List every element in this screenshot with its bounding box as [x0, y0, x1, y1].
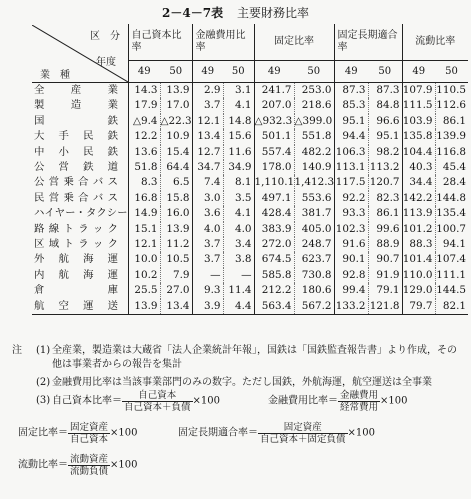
table-title	[0, 4, 471, 21]
industry-name: 内航海運	[34, 268, 118, 281]
value-cell: 129.0	[402, 283, 435, 298]
formula-equity-ratio	[52, 390, 220, 413]
table-body	[32, 83, 468, 315]
value-cell: 383.9	[254, 222, 294, 237]
value-cell: 51.8	[128, 160, 160, 175]
formula-denominator: 自己資本＋負債	[124, 402, 191, 413]
value-cell: 135.4	[435, 206, 468, 221]
industry-name-cell	[32, 129, 128, 144]
industry-name-cell	[32, 268, 128, 283]
value-cell: 10.0	[128, 252, 160, 267]
value-cell: 3.7	[192, 252, 223, 267]
value-cell: 96.6	[368, 114, 402, 129]
group-finance-cost-ratio: 金融費用比率	[192, 24, 254, 61]
formula-fraction	[258, 422, 348, 445]
formula-multiplier: ×100	[192, 395, 220, 407]
value-cell: 13.9	[128, 299, 160, 315]
value-cell: 11.2	[160, 237, 192, 252]
value-cell: △22.3	[160, 114, 192, 129]
industry-name: 公営乗合バス	[34, 176, 118, 189]
value-cell: 133.2	[334, 299, 368, 315]
note-mark: 注	[12, 345, 22, 356]
value-cell: 207.0	[254, 98, 294, 113]
industry-name-cell	[32, 252, 128, 267]
note-number: (2)	[36, 377, 51, 388]
industry-name: 公営鉄道	[34, 161, 118, 174]
industry-name-cell	[32, 237, 128, 252]
value-cell: 104.4	[402, 145, 435, 160]
value-cell: 212.2	[254, 283, 294, 298]
financial-ratio-table	[32, 24, 468, 315]
industry-name: 路線トラック	[34, 222, 118, 235]
header-corner	[32, 24, 128, 83]
value-cell: 3.7	[192, 98, 223, 113]
value-cell: 144.5	[435, 283, 468, 298]
value-cell: 501.1	[254, 129, 294, 144]
formula-denominator: 経常費用	[340, 402, 379, 413]
value-cell: 405.0	[294, 222, 334, 237]
value-cell: 381.7	[294, 206, 334, 221]
value-cell: 13.4	[160, 299, 192, 315]
table-caption: 主要財務比率	[236, 6, 309, 20]
year-cell: 49	[402, 61, 435, 83]
year-cell: 49	[254, 61, 294, 83]
industry-name-cell	[32, 283, 128, 298]
industry-name: 中小民鉄	[34, 145, 118, 158]
value-cell: 34.7	[192, 160, 223, 175]
value-cell: 13.6	[128, 145, 160, 160]
value-cell: 3.4	[223, 237, 254, 252]
value-cell: 113.2	[368, 160, 402, 175]
year-label: 年度	[96, 56, 116, 68]
formula-fraction	[338, 390, 380, 413]
formula-label: 固定長期適合率＝	[178, 427, 258, 439]
value-cell: 2.9	[192, 83, 223, 99]
value-cell: 14.9	[128, 206, 160, 221]
value-cell: 482.2	[294, 145, 334, 160]
value-cell: 88.9	[368, 237, 402, 252]
table-row	[32, 175, 468, 190]
value-cell: 4.0	[192, 222, 223, 237]
group-fixed-ratio: 固定比率	[254, 24, 334, 61]
category-label: 区 分	[90, 30, 120, 42]
value-cell: 139.9	[435, 129, 468, 144]
formula-label: 流動比率＝	[18, 459, 68, 471]
year-cell: 50	[368, 61, 402, 83]
industry-name: 倉庫	[34, 284, 118, 297]
industry-name-cell	[32, 145, 128, 160]
value-cell: 45.4	[435, 160, 468, 175]
value-cell: 120.7	[368, 175, 402, 190]
industry-name-cell	[32, 160, 128, 175]
value-cell: 34.9	[223, 160, 254, 175]
note-3	[12, 390, 464, 494]
formula-multiplier: ×100	[110, 459, 138, 471]
table-row	[32, 98, 468, 113]
value-cell: 113.9	[402, 206, 435, 221]
value-cell: 17.0	[160, 98, 192, 113]
value-cell: 3.1	[223, 83, 254, 99]
value-cell: 551.8	[294, 129, 334, 144]
table-row	[32, 83, 468, 99]
formula-denominator: 自己資本＋固定負債	[260, 434, 346, 445]
value-cell: 103.9	[402, 114, 435, 129]
value-cell: 13.4	[192, 129, 223, 144]
value-cell: 64.4	[160, 160, 192, 175]
value-cell: 86.1	[435, 114, 468, 129]
value-cell: 3.0	[192, 191, 223, 206]
value-cell: 11.4	[223, 283, 254, 298]
table-row	[32, 160, 468, 175]
value-cell: 95.1	[334, 114, 368, 129]
value-cell: 15.8	[160, 191, 192, 206]
value-cell: 253.0	[294, 83, 334, 99]
value-cell: 3.7	[192, 237, 223, 252]
note-2	[12, 376, 464, 390]
value-cell: 1,412.3	[294, 175, 334, 190]
value-cell: 9.3	[192, 283, 223, 298]
industry-name-cell	[32, 206, 128, 221]
value-cell: 112.6	[435, 98, 468, 113]
value-cell: 15.1	[128, 222, 160, 237]
value-cell: 15.4	[160, 145, 192, 160]
industry-name-cell	[32, 175, 128, 190]
value-cell: 111.5	[402, 98, 435, 113]
value-cell: 92.2	[334, 191, 368, 206]
formula-denominator: 自己資本	[70, 434, 109, 445]
table-row	[32, 206, 468, 221]
value-cell: 7.4	[192, 175, 223, 190]
value-cell: 13.9	[160, 83, 192, 99]
value-cell: 553.6	[294, 191, 334, 206]
value-cell: 10.5	[160, 252, 192, 267]
value-cell: 567.2	[294, 299, 334, 315]
value-cell: 4.1	[223, 206, 254, 221]
value-cell: 82.3	[368, 191, 402, 206]
formula-numerator: 自己資本	[122, 390, 193, 402]
industry-name: 外航海運	[34, 253, 118, 266]
year-cell: 50	[294, 61, 334, 83]
table-row	[32, 114, 468, 129]
formula-numerator: 固定資産	[258, 422, 348, 434]
value-cell: 674.5	[254, 252, 294, 267]
industry-name-cell	[32, 98, 128, 113]
table-row	[32, 129, 468, 144]
value-cell: 87.3	[334, 83, 368, 99]
value-cell: 497.1	[254, 191, 294, 206]
value-cell: 101.4	[402, 252, 435, 267]
value-cell: 14.3	[128, 83, 160, 99]
value-cell: 93.3	[334, 206, 368, 221]
formula-label: 金融費用比率＝	[268, 395, 338, 407]
value-cell: 1,110.1	[254, 175, 294, 190]
table-row	[32, 222, 468, 237]
group-fixed-long-term-ratio: 固定長期適合率	[334, 24, 402, 61]
value-cell: —	[223, 268, 254, 283]
formula-denominator: 流動負債	[70, 466, 109, 477]
value-cell: 85.3	[334, 98, 368, 113]
formula-multiplier: ×100	[110, 427, 138, 439]
value-cell: 111.1	[435, 268, 468, 283]
value-cell: 241.7	[254, 83, 294, 99]
value-cell: 107.9	[402, 83, 435, 99]
formula-fixed-ratio	[18, 422, 137, 445]
value-cell: 12.7	[192, 145, 223, 160]
value-cell: 99.6	[368, 222, 402, 237]
value-cell: 92.8	[334, 268, 368, 283]
formula-numerator: 固定資産	[70, 422, 109, 433]
value-cell: 3.8	[223, 252, 254, 267]
year-cell: 50	[435, 61, 468, 83]
value-cell: 79.1	[368, 283, 402, 298]
industry-name: ハイヤー・タクシー	[34, 207, 128, 220]
value-cell: 623.7	[294, 252, 334, 267]
table-row	[32, 299, 468, 315]
value-cell: 585.8	[254, 268, 294, 283]
note-1	[12, 344, 464, 372]
group-equity-ratio: 自己資本比率	[128, 24, 192, 61]
value-cell: 116.8	[435, 145, 468, 160]
industry-name: 大手民鉄	[34, 130, 118, 143]
value-cell: 99.4	[334, 283, 368, 298]
value-cell: 100.7	[435, 222, 468, 237]
table-row	[32, 191, 468, 206]
value-cell: 730.8	[294, 268, 334, 283]
formula-label: 自己資本比率＝	[52, 395, 122, 407]
industry-name-cell	[32, 191, 128, 206]
note-number: (1)	[36, 345, 51, 356]
value-cell: 4.4	[223, 299, 254, 315]
value-cell: 40.3	[402, 160, 435, 175]
industry-name: 航空運送	[34, 299, 118, 312]
value-cell: 563.4	[254, 299, 294, 315]
header-row-groups	[32, 24, 468, 61]
year-cell: 49	[334, 61, 368, 83]
value-cell: 11.6	[223, 145, 254, 160]
value-cell: △9.4	[128, 114, 160, 129]
table-row	[32, 237, 468, 252]
value-cell: 272.0	[254, 237, 294, 252]
value-cell: 6.5	[160, 175, 192, 190]
formula-label: 固定比率＝	[18, 427, 68, 439]
industry-name: 製造業	[34, 99, 118, 112]
formula-numerator: 金融費用	[340, 390, 379, 401]
formula-multiplier: ×100	[347, 427, 375, 439]
value-cell: 90.1	[334, 252, 368, 267]
value-cell: 180.6	[294, 283, 334, 298]
value-cell: 16.8	[128, 191, 160, 206]
value-cell: 144.8	[435, 191, 468, 206]
value-cell: 87.3	[368, 83, 402, 99]
formula-fixed-long-term-ratio	[178, 422, 375, 445]
value-cell: 98.2	[368, 145, 402, 160]
formula-fraction	[68, 422, 110, 445]
value-cell: △399.0	[294, 114, 334, 129]
industry-label: 業 種	[40, 69, 70, 81]
value-cell: 3.5	[223, 191, 254, 206]
table-number: 2－4－7表	[162, 6, 224, 20]
group-current-ratio: 流動比率	[402, 24, 468, 61]
value-cell: 17.9	[128, 98, 160, 113]
formula-fraction	[68, 454, 110, 477]
value-cell: 428.4	[254, 206, 294, 221]
value-cell: 12.2	[128, 129, 160, 144]
value-cell: 3.6	[192, 206, 223, 221]
note-number: (3)	[36, 395, 51, 406]
value-cell: 8.1	[223, 175, 254, 190]
value-cell: 27.0	[160, 283, 192, 298]
value-cell: 121.8	[368, 299, 402, 315]
year-cell: 49	[128, 61, 160, 83]
notes-section	[12, 344, 464, 494]
table-row	[32, 268, 468, 283]
industry-name-cell	[32, 299, 128, 315]
value-cell: 13.9	[160, 222, 192, 237]
value-cell: 86.1	[368, 206, 402, 221]
value-cell: 4.0	[223, 222, 254, 237]
industry-name: 民営乗合バス	[34, 191, 118, 204]
value-cell: 4.1	[223, 98, 254, 113]
value-cell: 106.3	[334, 145, 368, 160]
value-cell: 91.6	[334, 237, 368, 252]
table-row	[32, 145, 468, 160]
industry-name: 区域トラック	[34, 238, 118, 251]
value-cell: 110.0	[402, 268, 435, 283]
value-cell: 94.1	[435, 237, 468, 252]
year-cell: 50	[160, 61, 192, 83]
formula-multiplier: ×100	[380, 395, 408, 407]
value-cell: 117.5	[334, 175, 368, 190]
value-cell: 34.4	[402, 175, 435, 190]
value-cell: 12.1	[192, 114, 223, 129]
value-cell: 110.5	[435, 83, 468, 99]
value-cell: 10.9	[160, 129, 192, 144]
value-cell: 12.1	[128, 237, 160, 252]
value-cell: 140.9	[294, 160, 334, 175]
value-cell: 102.3	[334, 222, 368, 237]
formula-finance-cost-ratio	[268, 390, 407, 413]
value-cell: 557.4	[254, 145, 294, 160]
formula-current-ratio	[18, 454, 137, 477]
table-row	[32, 283, 468, 298]
value-cell: 3.9	[192, 299, 223, 315]
industry-name: 国鉄	[34, 114, 118, 127]
value-cell: 101.2	[402, 222, 435, 237]
note-text: 金融費用比率は当該事業部門のみの数字。ただし国鉄，外航海運，航空運送は全事業	[52, 377, 432, 388]
formula-fraction	[122, 390, 193, 413]
industry-name: 全産業	[34, 84, 118, 96]
value-cell: —	[192, 268, 223, 283]
value-cell: 91.9	[368, 268, 402, 283]
value-cell: 16.0	[160, 206, 192, 221]
value-cell: 248.7	[294, 237, 334, 252]
value-cell: 135.8	[402, 129, 435, 144]
note-text: 全産業，製造業は大蔵省「法人企業統計年報」，国鉄は「国鉄監査報告書」より作成，その他は事業者からの報告を集計	[52, 345, 457, 370]
value-cell: 28.4	[435, 175, 468, 190]
value-cell: 14.8	[223, 114, 254, 129]
value-cell: 142.2	[402, 191, 435, 206]
value-cell: 90.7	[368, 252, 402, 267]
value-cell: 88.3	[402, 237, 435, 252]
value-cell: 82.1	[435, 299, 468, 315]
table-row	[32, 252, 468, 267]
industry-name-cell	[32, 83, 128, 99]
value-cell: 95.1	[368, 129, 402, 144]
value-cell: 113.1	[334, 160, 368, 175]
value-cell: 218.6	[294, 98, 334, 113]
value-cell: 94.4	[334, 129, 368, 144]
value-cell: 7.9	[160, 268, 192, 283]
value-cell: 15.6	[223, 129, 254, 144]
value-cell: 25.5	[128, 283, 160, 298]
year-cell: 50	[223, 61, 254, 83]
year-cell: 49	[192, 61, 223, 83]
industry-name-cell	[32, 114, 128, 129]
formula-numerator: 流動資産	[70, 454, 109, 465]
value-cell: 84.8	[368, 98, 402, 113]
value-cell: 178.0	[254, 160, 294, 175]
value-cell: 8.3	[128, 175, 160, 190]
industry-name-cell	[32, 222, 128, 237]
value-cell: 79.7	[402, 299, 435, 315]
value-cell: 10.2	[128, 268, 160, 283]
value-cell: △932.3	[254, 114, 294, 129]
value-cell: 107.4	[435, 252, 468, 267]
